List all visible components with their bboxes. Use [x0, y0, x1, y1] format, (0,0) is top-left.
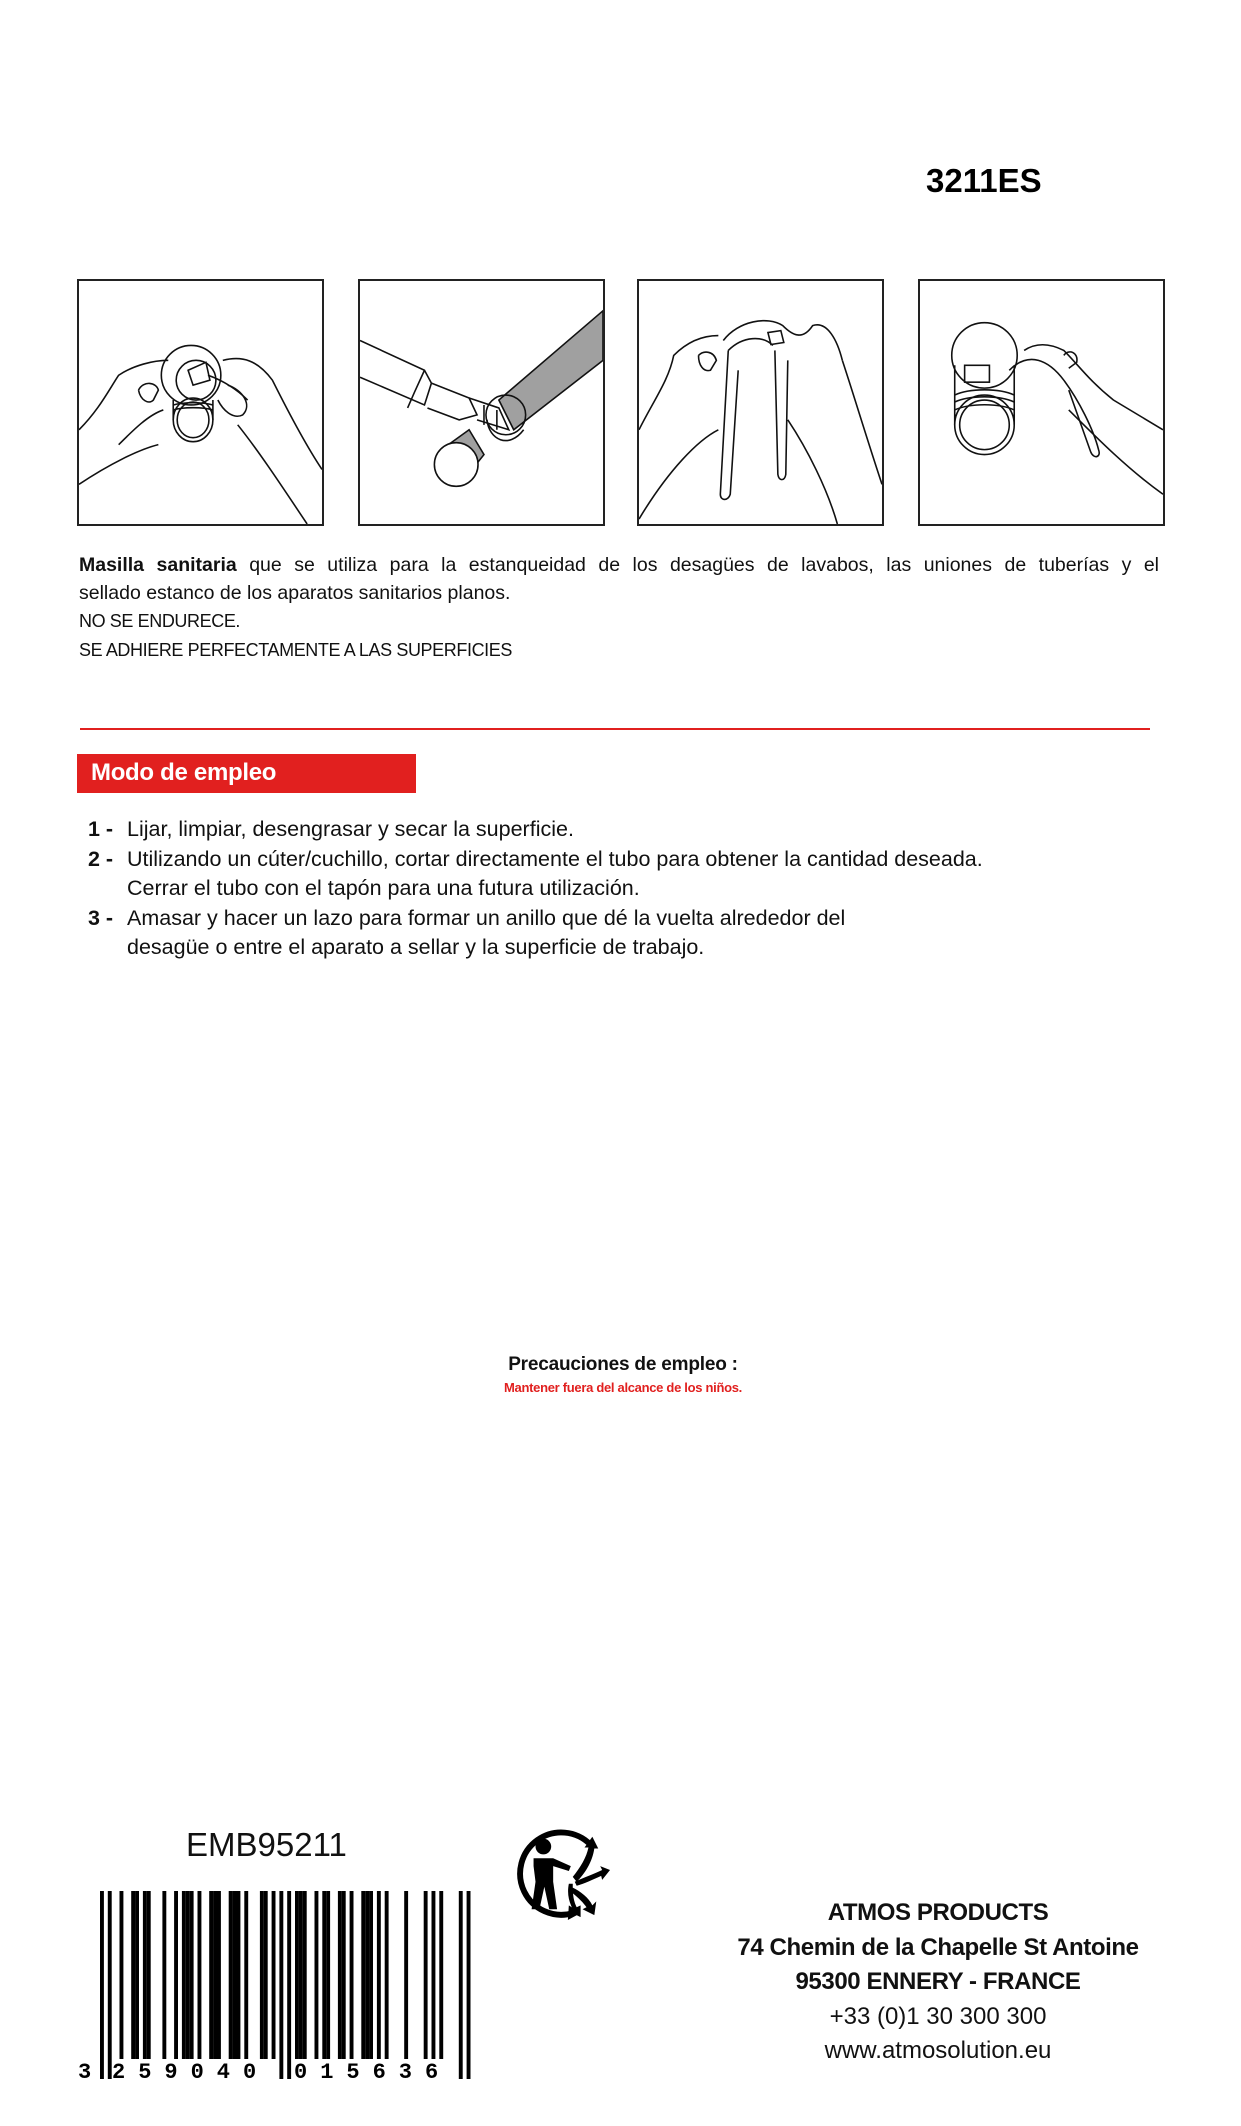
hands-unwrapping-tube-icon — [79, 281, 322, 524]
step-text: Cerrar el tubo con el tapón para una futura utilización. — [127, 876, 640, 900]
section-divider — [80, 728, 1150, 730]
instruction-step-continued — [88, 874, 983, 904]
step-number: 2 - — [88, 846, 114, 871]
company-street: 74 Chemin de la Chapelle St Antoine — [737, 1933, 1139, 1961]
putty-ring-on-drain-icon — [920, 281, 1163, 524]
ean13-barcode — [72, 1888, 472, 2088]
step-number: 1 - — [88, 817, 114, 841]
illustration-step-2 — [358, 279, 605, 526]
step-text: Utilizando un cúter/cuchillo, cortar directamente el tubo para obtener la cantidad deseada. — [127, 846, 983, 871]
company-website: www.atmosolution.eu — [824, 2037, 1052, 2064]
instruction-step-continued — [88, 933, 983, 963]
instructions-heading — [77, 754, 416, 793]
triman-icon — [512, 1822, 610, 1922]
instruction-step — [88, 904, 983, 934]
svg-text:3: 3 — [78, 2060, 92, 2085]
precautions-title: Precauciones de empleo : — [508, 1354, 738, 1375]
product-reference: 3211ES — [926, 162, 1042, 199]
step-text: Lijar, limpiar, desengrasar y secar la superficie. — [127, 817, 574, 841]
instructions-list — [88, 815, 983, 963]
emb-code: EMB95211 — [186, 1826, 347, 1863]
company-phone: +33 (0)1 30 300 300 — [829, 2002, 1047, 2030]
product-description — [79, 551, 1159, 665]
illustration-step-3 — [637, 279, 884, 526]
step-number: 3 - — [88, 905, 114, 930]
instruction-step — [88, 845, 983, 875]
description-text: que se utiliza para la estanqueidad de los desagües de lavabos, las uniones de tuberías y el — [236, 554, 1159, 576]
company-address — [718, 1896, 1158, 2069]
instructions-title: Modo de empleo — [91, 759, 277, 786]
illustration-step-1 — [77, 279, 324, 526]
feature-no-harden: NO SE ENDURECE. — [79, 611, 241, 631]
svg-text:015636: 015636 — [294, 2060, 452, 2085]
illustration-step-4 — [918, 279, 1165, 526]
triman-recycling-icon — [512, 1822, 610, 1922]
product-name: Masilla sanitaria — [79, 554, 237, 576]
company-city: 95300 ENNERY - FRANCE — [795, 1968, 1081, 1995]
barcode-icon — [72, 1888, 472, 2088]
step-text: desagüe o entre el aparato a sellar y la superficie de trabajo. — [127, 935, 705, 959]
svg-text:259040: 259040 — [112, 2060, 270, 2085]
description-line-2: sellado estanco de los aparatos sanitarios planos. — [79, 582, 511, 604]
precautions-warning: Mantener fuera del alcance de los niños. — [504, 1380, 742, 1395]
step-text: Amasar y hacer un lazo para formar un anillo que dé la vuelta alrededor del — [127, 905, 846, 930]
feature-adheres: SE ADHIERE PERFECTAMENTE A LAS SUPERFICIES — [79, 640, 512, 660]
step-number-spacer — [88, 874, 127, 904]
instruction-step — [88, 815, 983, 845]
company-name: ATMOS PRODUCTS — [827, 1899, 1049, 1926]
cutter-cutting-tube-icon — [360, 281, 603, 524]
step-number-spacer — [88, 933, 127, 963]
hands-forming-putty-loop-icon — [639, 281, 882, 524]
